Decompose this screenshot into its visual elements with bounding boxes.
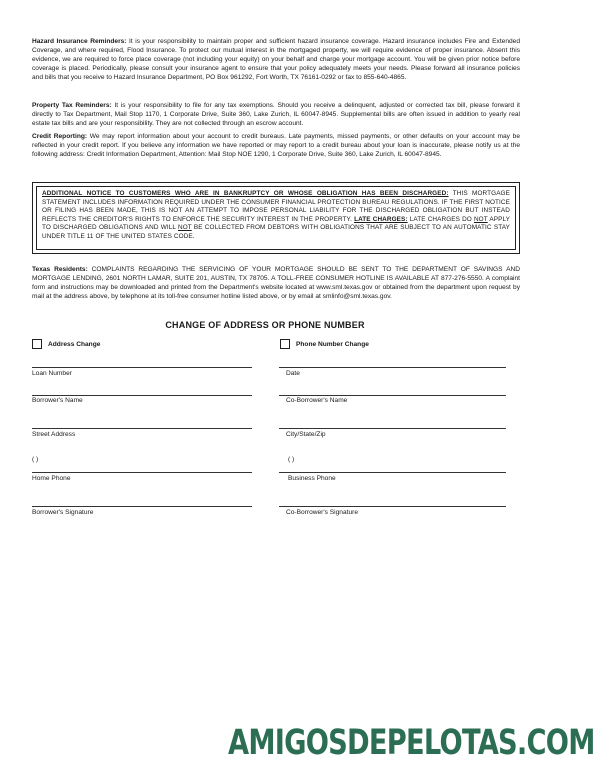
texas-residents-text: COMPLAINTS REGARDING THE SERVICING OF YOUR MORTGAGE SHOULD BE SENT TO THE DEPARTMENT OF SAVINGS AND MORTGAGE LENDING, 2601 NORTH LAMAR, SUITE 201, AUSTIN, TX 78705. A TOLL-FREE CONSUMER HOTLINE IS AVAILABLE AT 877-276-5550. A complaint form and instructions may be downloaded and printed from the Department's website located at www.sml.texas.gov or obtained from the department upon request by mail at the address above, by telephone at its toll-free consumer hotline listed above, or by email at smlinfo@sml.texas.gov. (32, 266, 520, 300)
home-phone-area-code: ( ) (32, 456, 39, 463)
property-tax-text: It is your responsibility to file for any tax exemptions. Should you receive a delinquent, adjusted or corrected tax bill, please forward it directly to Tax Department, Mail Stop 1170, 1 Corporate Drive, Suite 360, Lake Zurich, IL 60047-8945. Supplemental bills are often issued in addition to yearly real estate tax bills and are your responsibility. They are not collected through an escrow account. (32, 102, 520, 127)
late-charges-heading: LATE CHARGES: (354, 215, 408, 223)
business-phone-field[interactable] (279, 472, 506, 473)
address-change-option[interactable] (32, 339, 100, 349)
property-tax-title: Property Tax Reminders: (32, 102, 112, 109)
notice-text-part: APPLY TO DISCHARGED OBLIGATIONS AND WILL (42, 215, 510, 232)
co-borrower-signature-label: Co-Borrower's Signature (286, 509, 358, 516)
business-phone-label: Business Phone (288, 475, 336, 482)
texas-residents-paragraph (32, 266, 520, 302)
co-borrower-name-field[interactable] (279, 395, 506, 396)
notice-text-part: THIS MORTGAGE STATEMENT INCLUDES INFORMATION REQUIRED UNDER THE CONSUMER FINANCIAL PROTECTION BUREAU REGULATIONS. IF THE FIRST NOTICE OR FILING HAS BEEN MADE, THIS IS NOT AN ATTEMPT TO IMPOSE PERSONAL LIABILITY FOR THE DISCHARGED OBLIGATION BUT INSTEAD REFLECTS THE CREDITOR'S RIGHTS TO ENFORCE THE SECURITY INTEREST IN THE PROPERTY. (42, 190, 510, 223)
date-field[interactable] (279, 367, 506, 368)
co-borrower-signature-field[interactable] (279, 506, 506, 507)
loan-number-field[interactable] (32, 367, 252, 368)
credit-reporting-text: We may report information about your account to credit bureaus. Late payments, missed payments, or other defaults on your account may be reflected in your credit report. If you believe any information we have reported or may report to a credit bureau about your loan is inaccurate, please notify us at the following address: Credit Information Department, Attention: Mail Stop NOE 1290, 1 Corporate Drive, Suite 360, Lake Zurich, IL 60047-8945. (32, 133, 520, 158)
notice-text-part: BE COLLECTED FROM DEBTORS WITH OBLIGATIONS THAT ARE SUBJECT TO AN AUTOMATIC STAY UNDER TITLE 11 OF THE UNITED STATES CODE. (42, 224, 510, 240)
credit-reporting-paragraph (32, 133, 520, 160)
property-tax-paragraph (32, 102, 520, 129)
home-phone-field[interactable] (32, 472, 252, 473)
hazard-insurance-paragraph (32, 38, 520, 83)
borrower-signature-label: Borrower's Signature (32, 509, 94, 516)
bankruptcy-notice-box (32, 182, 520, 254)
notice-text-part: LATE CHARGES DO (407, 215, 474, 223)
street-address-label: Street Address (32, 431, 76, 438)
home-phone-label: Home Phone (32, 475, 71, 482)
phone-change-option[interactable] (280, 339, 369, 349)
texas-residents-title: Texas Residents: (32, 266, 88, 273)
city-state-zip-field[interactable] (279, 428, 506, 429)
hazard-insurance-title: Hazard Insurance Reminders: (32, 38, 127, 45)
street-address-field[interactable] (32, 428, 252, 429)
hazard-insurance-text: It is your responsibility to maintain proper and sufficient hazard insurance coverage. Hazard insurance includes Fire and Extended Coverage, and where required, Flood Insurance. To protect our mutual interest in the mortgaged property, we will require evidence of proper insurance. Absent this evidence, we are required to force place coverage (not including your equity) on your behalf and charge your mortgage account. You will be given prior notice before coverage is placed. Periodically, please consult your insurance agent to ensure that your policy adequately meets your needs. Please forward all insurance policies and bills that you receive to Hazard Insurance Department, PO Box 961292, Fort Worth, TX 76161-0292 or fax to 855-640-4865. (32, 38, 520, 81)
borrower-name-field[interactable] (32, 395, 252, 396)
address-change-label: Address Change (48, 340, 101, 348)
notice-not-emphasis: NOT (473, 215, 488, 223)
phone-change-checkbox[interactable] (280, 339, 290, 349)
loan-number-label: Loan Number (32, 370, 72, 377)
city-state-zip-label: City/State/Zip (286, 431, 326, 438)
notice-not-emphasis: NOT (178, 224, 192, 232)
borrower-signature-field[interactable] (32, 506, 252, 507)
bankruptcy-notice-text (36, 186, 516, 250)
date-label: Date (286, 370, 300, 377)
bankruptcy-notice-heading: ADDITIONAL NOTICE TO CUSTOMERS WHO ARE IN BANKRUPTCY OR WHOSE OBLIGATION HAS BEEN DISCHARGED: (42, 190, 449, 197)
borrower-name-label: Borrower's Name (32, 397, 83, 404)
address-change-checkbox[interactable] (32, 339, 42, 349)
watermark-logo: AMIGOSDEPELOTAS.COM (228, 723, 595, 763)
phone-change-label: Phone Number Change (296, 340, 369, 348)
business-phone-area-code: ( ) (288, 456, 295, 463)
co-borrower-name-label: Co-Borrower's Name (286, 397, 348, 404)
credit-reporting-title: Credit Reporting: (32, 133, 88, 140)
form-heading: CHANGE OF ADDRESS OR PHONE NUMBER (165, 320, 365, 330)
